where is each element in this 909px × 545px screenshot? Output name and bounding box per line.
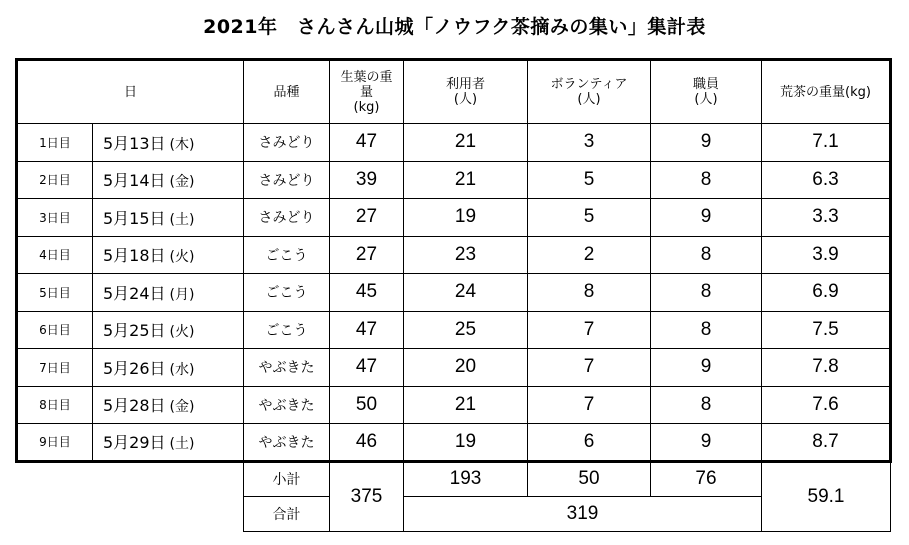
users-cell: 24 bbox=[404, 274, 528, 312]
header-users-unit: (人) bbox=[453, 92, 478, 107]
header-staff-unit: (人) bbox=[694, 92, 718, 107]
table-row bbox=[17, 349, 891, 387]
table-row bbox=[17, 424, 891, 462]
staff-cell: 8 bbox=[651, 311, 762, 349]
users-cell: 23 bbox=[404, 236, 528, 274]
users-cell: 21 bbox=[404, 161, 528, 199]
date-text: 5月15日 bbox=[103, 208, 166, 228]
page-title: 2021年 さんさん山城「ノウフク茶摘みの集い」集計表 bbox=[203, 16, 706, 38]
day-number: 7日目 bbox=[17, 349, 93, 387]
users-cell: 21 bbox=[404, 124, 528, 162]
header-leaf-weight-line2: 量 bbox=[359, 84, 373, 100]
staff-cell: 9 bbox=[651, 424, 762, 462]
day-number: 8日目 bbox=[17, 386, 93, 424]
users-cell: 25 bbox=[404, 311, 528, 349]
crude-tea-cell: 7.6 bbox=[762, 386, 891, 424]
summary-table bbox=[15, 58, 892, 532]
header-staff-line1: 職員 bbox=[692, 77, 719, 92]
date-cell bbox=[93, 311, 244, 349]
users-cell: 19 bbox=[404, 424, 528, 462]
volunteers-cell: 7 bbox=[528, 349, 651, 387]
leaf-weight-cell: 47 bbox=[330, 311, 404, 349]
subtotal-row bbox=[17, 461, 891, 496]
variety-cell: さみどり bbox=[244, 199, 330, 237]
blank-area bbox=[17, 461, 244, 531]
people-total: 319 bbox=[404, 496, 762, 531]
staff-cell: 9 bbox=[651, 199, 762, 237]
subtotal-label: 小計 bbox=[244, 461, 330, 496]
variety-cell: やぶきた bbox=[244, 424, 330, 462]
day-number: 4日目 bbox=[17, 236, 93, 274]
variety-cell: やぶきた bbox=[244, 386, 330, 424]
weekday-text: (木) bbox=[169, 136, 195, 153]
crude-tea-cell: 7.5 bbox=[762, 311, 891, 349]
day-number: 5日目 bbox=[17, 274, 93, 312]
crude-tea-cell: 7.1 bbox=[762, 124, 891, 162]
staff-cell: 8 bbox=[651, 386, 762, 424]
weekday-text: (土) bbox=[169, 436, 195, 453]
date-text: 5月28日 bbox=[103, 396, 166, 416]
date-cell bbox=[93, 236, 244, 274]
crude-tea-cell: 8.7 bbox=[762, 424, 891, 462]
volunteers-cell: 5 bbox=[528, 199, 651, 237]
table-row bbox=[17, 161, 891, 199]
volunteers-cell: 7 bbox=[528, 386, 651, 424]
header-variety: 品種 bbox=[244, 60, 330, 124]
date-text: 5月24日 bbox=[103, 283, 166, 303]
header-leaf-weight-line1: 生葉の重 bbox=[340, 69, 393, 85]
table-row bbox=[17, 311, 891, 349]
leaf-weight-cell: 50 bbox=[330, 386, 404, 424]
volunteers-cell: 5 bbox=[528, 161, 651, 199]
leaf-weight-cell: 45 bbox=[330, 274, 404, 312]
header-volunteers bbox=[528, 60, 651, 124]
crude-tea-cell: 6.9 bbox=[762, 274, 891, 312]
header-users bbox=[404, 60, 528, 124]
leaf-weight-cell: 46 bbox=[330, 424, 404, 462]
header-leaf-weight bbox=[330, 60, 404, 124]
volunteers-cell: 8 bbox=[528, 274, 651, 312]
date-cell bbox=[93, 424, 244, 462]
date-cell bbox=[93, 161, 244, 199]
leaf-weight-total: 375 bbox=[330, 461, 404, 531]
crude-tea-total: 59.1 bbox=[762, 461, 891, 531]
variety-cell: さみどり bbox=[244, 161, 330, 199]
variety-cell: ごこう bbox=[244, 236, 330, 274]
volunteers-cell: 3 bbox=[528, 124, 651, 162]
volunteers-subtotal: 50 bbox=[528, 461, 651, 496]
day-number: 3日目 bbox=[17, 199, 93, 237]
volunteers-cell: 2 bbox=[528, 236, 651, 274]
date-text: 5月18日 bbox=[103, 246, 166, 266]
users-cell: 20 bbox=[404, 349, 528, 387]
variety-cell: ごこう bbox=[244, 274, 330, 312]
crude-tea-cell: 3.9 bbox=[762, 236, 891, 274]
header-day: 日 bbox=[17, 60, 244, 124]
users-cell: 21 bbox=[404, 386, 528, 424]
leaf-weight-cell: 27 bbox=[330, 236, 404, 274]
date-text: 5月25日 bbox=[103, 321, 166, 341]
leaf-weight-cell: 47 bbox=[330, 349, 404, 387]
variety-cell: さみどり bbox=[244, 124, 330, 162]
users-subtotal: 193 bbox=[404, 461, 528, 496]
leaf-weight-cell: 27 bbox=[330, 199, 404, 237]
date-cell bbox=[93, 199, 244, 237]
weekday-text: (金) bbox=[169, 399, 195, 416]
date-cell bbox=[93, 124, 244, 162]
day-number: 6日目 bbox=[17, 311, 93, 349]
volunteers-cell: 6 bbox=[528, 424, 651, 462]
header-crude-tea: 荒茶の重量(kg) bbox=[762, 60, 891, 124]
table-row bbox=[17, 124, 891, 162]
date-cell bbox=[93, 349, 244, 387]
variety-cell: ごこう bbox=[244, 311, 330, 349]
header-volunteers-line1: ボランティア bbox=[550, 77, 628, 92]
weekday-text: (水) bbox=[169, 361, 195, 378]
date-cell bbox=[93, 274, 244, 312]
header-leaf-weight-unit: (kg) bbox=[353, 99, 380, 115]
users-cell: 19 bbox=[404, 199, 528, 237]
table-row bbox=[17, 236, 891, 274]
date-text: 5月26日 bbox=[103, 358, 166, 378]
date-cell bbox=[93, 386, 244, 424]
staff-cell: 8 bbox=[651, 161, 762, 199]
staff-cell: 9 bbox=[651, 124, 762, 162]
leaf-weight-cell: 39 bbox=[330, 161, 404, 199]
header-row bbox=[17, 60, 891, 124]
weekday-text: (火) bbox=[169, 249, 195, 266]
staff-subtotal: 76 bbox=[651, 461, 762, 496]
day-number: 1日目 bbox=[17, 124, 93, 162]
total-label: 合計 bbox=[244, 496, 330, 531]
leaf-weight-cell: 47 bbox=[330, 124, 404, 162]
table-row bbox=[17, 199, 891, 237]
day-number: 9日目 bbox=[17, 424, 93, 462]
table-row bbox=[17, 386, 891, 424]
staff-cell: 8 bbox=[651, 236, 762, 274]
weekday-text: (月) bbox=[169, 286, 195, 303]
header-users-line1: 利用者 bbox=[445, 77, 485, 92]
staff-cell: 8 bbox=[651, 274, 762, 312]
crude-tea-cell: 3.3 bbox=[762, 199, 891, 237]
crude-tea-cell: 6.3 bbox=[762, 161, 891, 199]
date-text: 5月29日 bbox=[103, 433, 166, 453]
weekday-text: (火) bbox=[169, 324, 195, 341]
header-staff bbox=[651, 60, 762, 124]
weekday-text: (土) bbox=[169, 211, 195, 228]
volunteers-cell: 7 bbox=[528, 311, 651, 349]
date-text: 5月13日 bbox=[103, 133, 166, 153]
variety-cell: やぶきた bbox=[244, 349, 330, 387]
date-text: 5月14日 bbox=[103, 171, 166, 191]
day-number: 2日目 bbox=[17, 161, 93, 199]
header-volunteers-unit: (人) bbox=[577, 92, 601, 107]
table-row bbox=[17, 274, 891, 312]
crude-tea-cell: 7.8 bbox=[762, 349, 891, 387]
weekday-text: (金) bbox=[169, 174, 195, 191]
staff-cell: 9 bbox=[651, 349, 762, 387]
